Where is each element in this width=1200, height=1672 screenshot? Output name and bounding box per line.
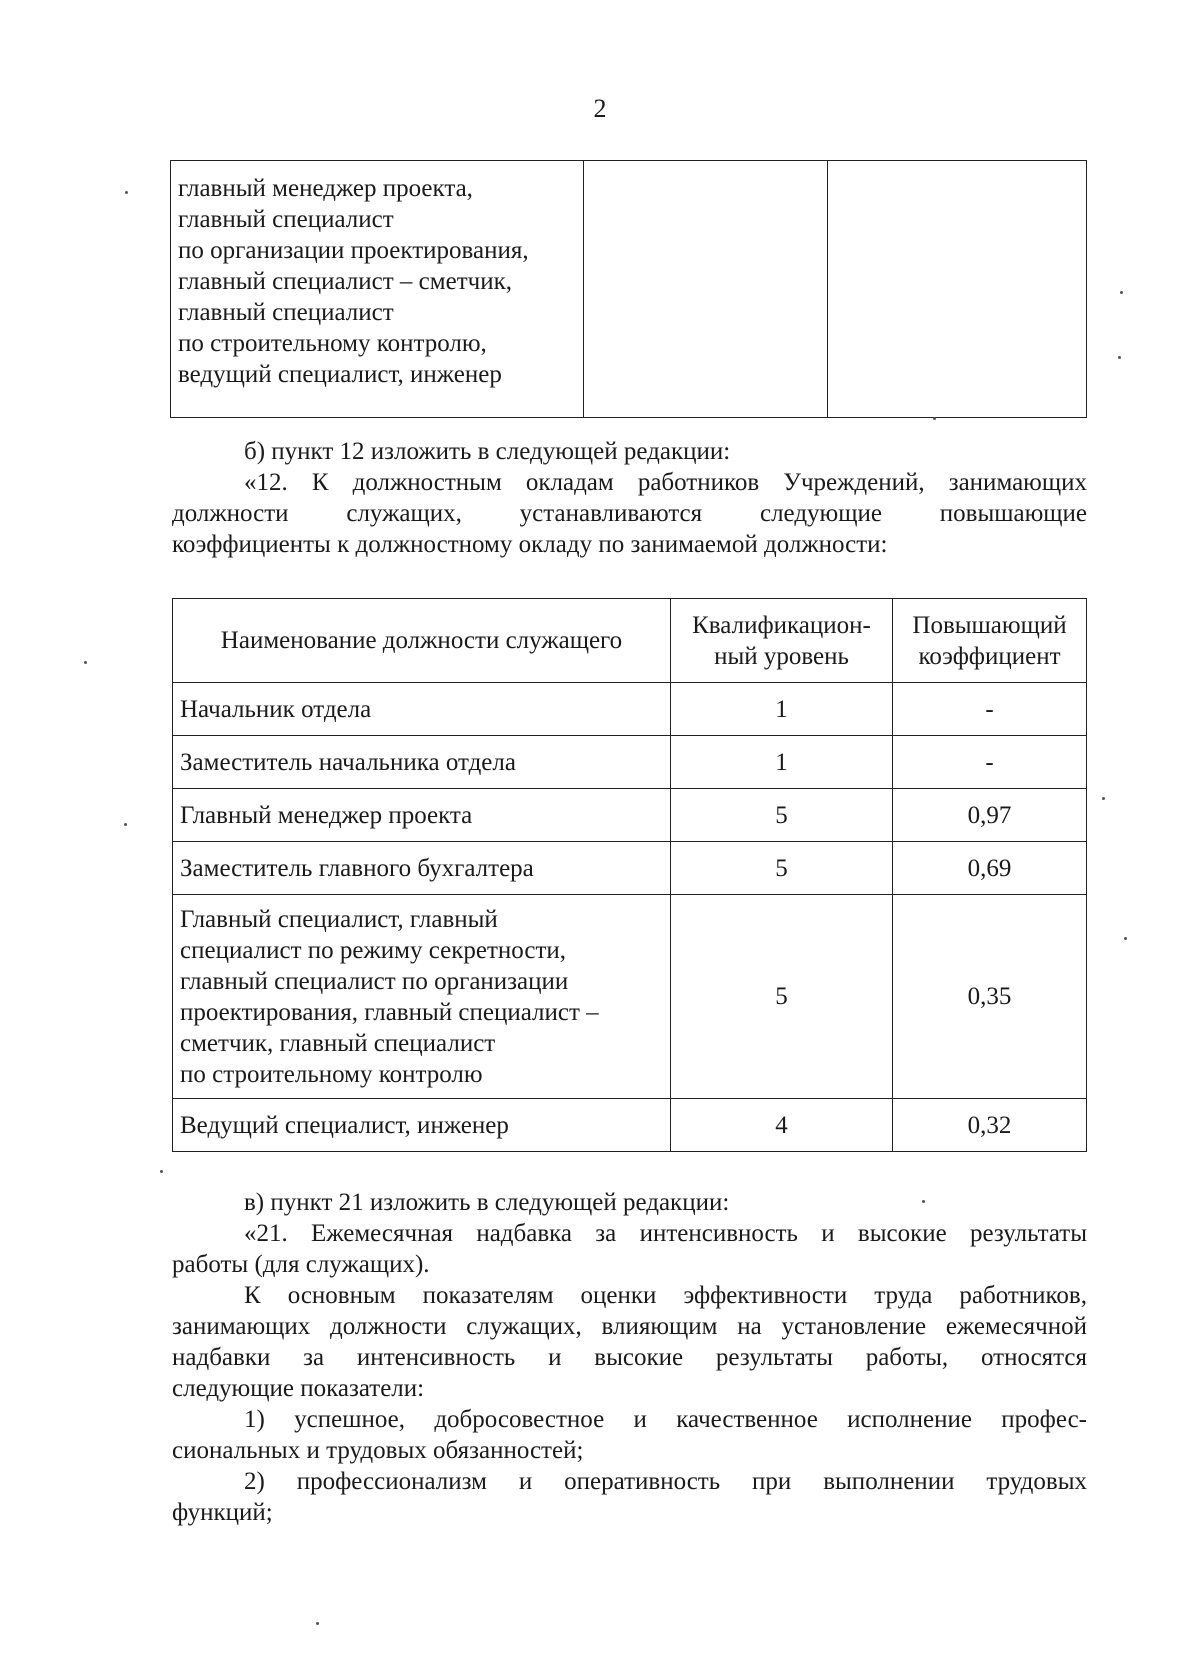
section-v-line: К основным показателям оценки эффективности труда работников,: [244, 1282, 1087, 1309]
header-label: Наименование должности служащего: [220, 627, 623, 654]
section-v-line: следующие показатели:: [172, 1375, 425, 1402]
table-row: [173, 1099, 1087, 1152]
header-label: Квалификацион-: [692, 611, 871, 639]
qualification-level: 1: [671, 736, 893, 789]
scan-speck: [316, 1622, 319, 1625]
table-row: [173, 895, 1087, 1099]
table-row: [171, 161, 1087, 418]
empty-cell: [584, 161, 828, 418]
position-name-line: главный специалист по организации: [180, 967, 569, 995]
empty-cell: [828, 161, 1087, 418]
table-header-row: [173, 599, 1087, 683]
coefficient-value: 0,32: [893, 1099, 1087, 1152]
position-name: Заместитель начальника отдела: [173, 736, 671, 789]
coefficient-value: -: [893, 683, 1087, 736]
position-list-cell: [171, 161, 584, 418]
section-v-line: занимающих должности служащих, влияющим на установление ежемесячной: [172, 1313, 1087, 1340]
table-row: [173, 842, 1087, 895]
table-row: [173, 789, 1087, 842]
coefficient-value: -: [893, 736, 1087, 789]
header-label: Повышающий: [912, 611, 1067, 639]
continuation-table: [170, 160, 1087, 418]
position-name-line: Главный специалист, главный: [180, 905, 498, 933]
table-row: [173, 683, 1087, 736]
section-b-line: коэффициенты к должностному окладу по занимаемой должности:: [172, 531, 888, 558]
qualification-level: 5: [671, 789, 893, 842]
scan-speck: [1124, 937, 1127, 940]
position-name-line: по строительному контролю: [180, 1060, 483, 1088]
scan-speck: [84, 661, 87, 664]
list-item-2-line: функций;: [172, 1499, 273, 1526]
position-line: по строительному контролю,: [178, 330, 487, 357]
list-item-1-line: сиональных и трудовых обязанностей;: [172, 1437, 584, 1464]
position-name: Начальник отдела: [173, 683, 671, 736]
position-name-line: проектирования, главный специалист –: [180, 998, 599, 1026]
coefficient-value: 0,69: [893, 842, 1087, 895]
position-line: главный специалист: [178, 206, 394, 233]
coefficient-value: 0,97: [893, 789, 1087, 842]
position-name-line: сметчик, главный специалист: [180, 1029, 496, 1057]
position-name: Заместитель главного бухгалтера: [173, 842, 671, 895]
section-v-line: надбавки за интенсивность и высокие результаты работы, относятся: [172, 1344, 1087, 1371]
header-position-name: [173, 599, 671, 683]
position-line: главный специалист: [178, 299, 394, 326]
position-name: [173, 895, 671, 1099]
section-b-heading: б) пункт 12 изложить в следующей редакции:: [244, 438, 731, 465]
table-row: [173, 736, 1087, 789]
scan-speck: [1120, 291, 1123, 294]
section-b-line: «12. К должностным окладам работников Учреждений, занимающих: [244, 469, 1087, 496]
section-v-line: работы (для служащих).: [172, 1251, 430, 1278]
coefficient-table: [172, 598, 1087, 1152]
header-qualification-level: [671, 599, 893, 683]
scan-speck: [1118, 356, 1121, 359]
header-label: коэффициент: [918, 642, 1061, 670]
position-line: ведущий специалист, инженер: [178, 361, 502, 388]
scan-speck: [124, 823, 127, 826]
list-item-1-line: 1) успешное, добросовестное и качественное исполнение профес-: [244, 1406, 1087, 1433]
header-coefficient: [893, 599, 1087, 683]
qualification-level: 5: [671, 842, 893, 895]
scan-speck: [125, 191, 128, 194]
qualification-level: 4: [671, 1099, 893, 1152]
qualification-level: 5: [671, 895, 893, 1099]
position-line: главный специалист – сметчик,: [178, 268, 512, 295]
scan-speck: [160, 1170, 163, 1173]
qualification-level: 1: [671, 683, 893, 736]
list-item-2-line: 2) профессионализм и оперативность при выполнении трудовых: [244, 1468, 1087, 1495]
position-name: Главный менеджер проекта: [173, 789, 671, 842]
coefficient-value: 0,35: [893, 895, 1087, 1099]
scan-speck: [922, 1200, 925, 1203]
position-line: главный менеджер проекта,: [178, 175, 473, 202]
page-number: 2: [593, 94, 607, 123]
position-line: по организации проектирования,: [178, 237, 529, 264]
header-label: ный уровень: [714, 642, 849, 670]
scan-speck: [1102, 797, 1105, 800]
scan-speck: [933, 417, 936, 420]
section-b-line: должности служащих, устанавливаются следующие повышающие: [172, 500, 1087, 527]
position-name: Ведущий специалист, инженер: [173, 1099, 671, 1152]
section-v-heading: в) пункт 21 изложить в следующей редакции:: [244, 1189, 730, 1216]
section-v-line: «21. Ежемесячная надбавка за интенсивность и высокие результаты: [244, 1220, 1087, 1247]
position-name-line: специалист по режиму секретности,: [180, 936, 567, 964]
